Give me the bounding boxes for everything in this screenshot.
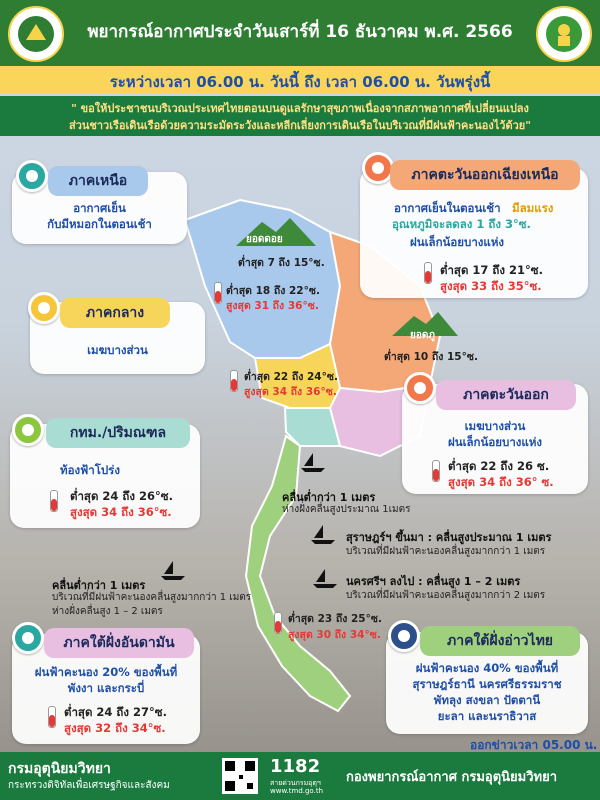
thermometer-icon: [230, 370, 238, 392]
andaman-thunder-wave: บริเวณที่มีฝนฟ้าคะนองคลื่นสูงมากกว่า 1 เมตร: [52, 592, 252, 603]
north-line-2: กับมีหมอกในตอนเช้า: [47, 217, 152, 231]
phu-low: ต่ำสุด 10 ถึง 15°ซ.: [384, 351, 478, 363]
hotline-number: 1182: [270, 756, 321, 777]
andaman-offshore: ห่างฝั่งคลื่นสูง 1 – 2 เมตร: [52, 606, 163, 617]
andaman-title: ภาคใต้ฝั่งอันดามัน: [44, 628, 194, 658]
website-url[interactable]: www.tmd.go.th: [270, 787, 323, 795]
dept-logo-right: [536, 6, 592, 62]
doi-peak-label: ยอดดอย: [246, 234, 283, 245]
notice-line-1: " ขอให้ประชาชนบริเวณประเทศไทยตอนบนดูแลรักษาสุขภาพเนื่องจากสภาพอากาศที่เปลี่ยนแปลง: [71, 102, 529, 115]
location-pin-icon: [404, 372, 436, 404]
thermometer-icon: [48, 706, 56, 728]
notice-line-2: ส่วนชาวเรือเดินเรือด้วยความระมัดระวังและหลีกเลี่ยงการเดินเรือในบริเวณที่มีฝนฟ้าคะนองไว้ด้วย": [69, 119, 531, 132]
andaman-low: ต่ำสุด 24 ถึง 27°ซ.: [64, 705, 167, 719]
central-low: ต่ำสุด 22 ถึง 24°ซ.: [244, 371, 338, 383]
sailboat-icon: [300, 452, 326, 472]
surat-wave: สุราษฎร์ฯ ขึ้นมา : คลื่นสูงประมาณ 1 เมตร: [346, 531, 552, 544]
sailboat-icon: [310, 524, 336, 544]
south-high: สูงสุด 30 ถึง 34°ซ.: [288, 629, 381, 641]
east-line-2: ฝนเล็กน้อยบางแห่ง: [447, 435, 543, 449]
andaman-line-1: ฝนฟ้าคะนอง 20% ของพื้นที่: [34, 665, 178, 679]
doi-low: ต่ำสุด 7 ถึง 15°ซ.: [238, 257, 325, 269]
thermometer-icon: [50, 490, 58, 512]
east-line-1: เมฆบางส่วน: [464, 419, 526, 433]
forecast-period: ระหว่างเวลา 06.00 น. วันนี้ ถึง เวลา 06.00 น. วันพรุ่งนี้: [109, 73, 491, 91]
issued-time: ออกข่าวเวลา 05.00 น.: [470, 738, 598, 752]
thermometer-icon: [274, 612, 282, 634]
nakhon-wave: นครศรีฯ ลงไป : คลื่นสูง 1 – 2 เมตร: [346, 575, 521, 588]
south-low: ต่ำสุด 23 ถึง 25°ซ.: [288, 613, 382, 625]
qr-code-icon[interactable]: [222, 758, 258, 794]
location-pin-icon: [16, 160, 48, 192]
central-high: สูงสุด 34 ถึง 36°ซ.: [244, 386, 337, 398]
sailboat-icon: [312, 568, 338, 588]
bangkok-high: สูงสุด 34 ถึง 36°ซ.: [70, 505, 172, 519]
northeast-low: ต่ำสุด 17 ถึง 21°ซ.: [440, 263, 543, 277]
gulf-line-2: สุราษฎร์ธานี นครศรีธรรมราช: [412, 677, 562, 691]
northeast-line-3: ฝนเล็กน้อยบางแห่ง: [410, 235, 505, 249]
page-title: พยากรณ์อากาศประจำวันเสาร์ที่ 16 ธันวาคม พ.ศ. 2566: [87, 22, 513, 42]
phu-peak-label: ยอดภู: [410, 330, 435, 341]
footer-dept: กรมอุตุนิยมวิทยา: [8, 761, 111, 777]
surat-thunder-wave: บริเวณที่มีฝนฟ้าคะนองคลื่นสูงมากกว่า 1 เมตร: [346, 546, 546, 557]
deity-emblem-icon: [544, 14, 584, 54]
thermometer-icon: [424, 262, 432, 284]
thermometer-icon: [214, 282, 222, 304]
emblem-icon: [16, 14, 56, 54]
location-pin-icon: [12, 622, 44, 654]
bangkok-low: ต่ำสุด 24 ถึง 26°ซ.: [70, 489, 173, 503]
north-line-1: อากาศเย็น: [73, 201, 126, 215]
andaman-high: สูงสุด 32 ถึง 34°ซ.: [64, 721, 166, 735]
gulf-line-1: ฝนฟ้าคะนอง 40% ของพื้นที่: [415, 661, 559, 675]
bangkok-title: กทม./ปริมณฑล: [46, 418, 190, 448]
sailboat-icon: [160, 560, 186, 580]
north-high: สูงสุด 31 ถึง 36°ซ.: [226, 300, 319, 312]
location-pin-icon: [388, 620, 420, 652]
bangkok-line-1: ท้องฟ้าโปร่ง: [60, 463, 120, 477]
east-high: สูงสุด 34 ถึง 36° ซ.: [448, 475, 554, 489]
location-pin-icon: [28, 292, 60, 324]
gulf-line-4: ยะลา และนราธิวาส: [437, 709, 537, 723]
northeast-high: สูงสุด 33 ถึง 35°ซ.: [440, 279, 542, 293]
thermometer-icon: [432, 460, 440, 482]
nakhon-thunder-wave: บริเวณที่มีฝนฟ้าคะนองคลื่นสูงมากกว่า 2 เมตร: [346, 590, 546, 601]
northeast-line-1b: มีลมแรง: [512, 201, 554, 215]
central-line-1: เมฆบางส่วน: [87, 343, 148, 357]
northeast-line-2: อุณหภูมิจะลดลง 1 ถึง 3°ซ.: [392, 217, 531, 231]
footer-division: กองพยากรณ์อากาศ กรมอุตุนิยมวิทยา: [346, 770, 558, 785]
east-low: ต่ำสุด 22 ถึง 26 ซ.: [448, 459, 550, 473]
gulf-title: ภาคใต้ฝั่งอ่าวไทย: [420, 626, 580, 656]
northeast-line-1a: อากาศเย็นในตอนเช้า: [394, 201, 501, 215]
andaman-wave: คลื่นต่ำกว่า 1 เมตร: [52, 579, 146, 592]
central-title: ภาคกลาง: [60, 298, 170, 328]
gulf-upper-offshore: ห่างฝั่งคลื่นสูงประมาณ 1เมตร: [282, 504, 411, 515]
andaman-line-2: พังงา และกระบี่: [67, 681, 145, 695]
northeast-title: ภาคตะวันออกเฉียงเหนือ: [390, 160, 580, 190]
north-low: ต่ำสุด 18 ถึง 22°ซ.: [226, 285, 320, 297]
gulf-line-3: พัทลุง สงขลา ปัตตานี: [433, 693, 541, 707]
location-pin-icon: [12, 414, 44, 446]
footer-ministry: กระทรวงดิจิทัลเพื่อเศรษฐกิจและสังคม: [8, 780, 170, 791]
east-title: ภาคตะวันออก: [436, 380, 576, 410]
hotline-caption: สายด่วนกรมอุตุฯ: [270, 779, 321, 787]
gulf-upper-wave: คลื่นต่ำกว่า 1 เมตร: [282, 491, 376, 504]
north-title: ภาคเหนือ: [48, 166, 148, 196]
dept-logo-left: [8, 6, 64, 62]
